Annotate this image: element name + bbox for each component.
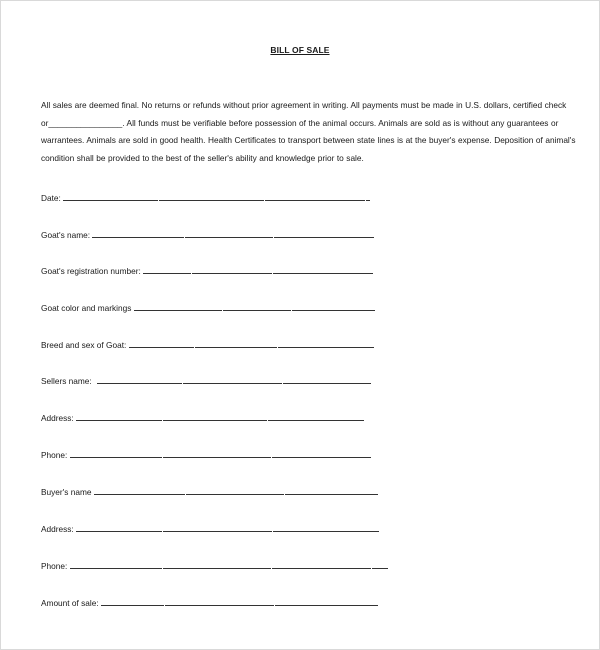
- seller-phone-label: Phone:: [41, 450, 68, 460]
- buyer-phone-field: [41, 561, 389, 571]
- buyer-address-label: Address:: [41, 524, 74, 534]
- buyer-address-field: [41, 524, 380, 534]
- document-title: BILL OF SALE: [270, 45, 330, 55]
- buyers-name-field: [41, 487, 379, 497]
- amount-of-sale-field: [41, 598, 379, 608]
- amount-of-sale-label: Amount of sale:: [41, 598, 99, 608]
- seller-address-label: Address:: [41, 413, 74, 423]
- terms-line-2: or________________. All funds must be verifiable before possession of the animal occurs. Animals are sold as is without any guarantees or: [41, 117, 559, 128]
- date-label: Date:: [41, 193, 61, 203]
- goat-registration-label: Goat's registration number:: [41, 266, 141, 276]
- seller-phone-blank[interactable]: [70, 450, 372, 460]
- goat-registration-field: [41, 266, 374, 276]
- buyers-name-blank[interactable]: [94, 487, 379, 497]
- sellers-name-field: [41, 376, 372, 386]
- goat-color-blank[interactable]: [134, 303, 376, 313]
- goat-registration-blank[interactable]: [143, 266, 374, 276]
- goat-color-label: Goat color and markings: [41, 303, 132, 313]
- goat-name-field: [41, 230, 375, 240]
- seller-address-field: [41, 413, 365, 423]
- terms-line-3: warrantees. Animals are sold in good health. Health Certificates to transport between state lines is at the buyer's expense. Deposition of animal's: [41, 135, 576, 145]
- breed-sex-label: Breed and sex of Goat:: [41, 340, 127, 350]
- sellers-name-label: Sellers name:: [41, 376, 92, 386]
- seller-phone-field: [41, 450, 372, 460]
- buyers-name-label: Buyer's name: [41, 487, 92, 497]
- goat-color-field: [41, 303, 376, 313]
- date-field: [41, 193, 371, 203]
- goat-name-blank[interactable]: [92, 230, 375, 240]
- amount-of-sale-blank[interactable]: [101, 598, 379, 608]
- buyer-phone-blank[interactable]: [70, 561, 389, 571]
- goat-name-label: Goat's name:: [41, 230, 91, 240]
- breed-sex-field: [41, 340, 375, 350]
- date-blank[interactable]: [63, 193, 371, 203]
- buyer-phone-label: Phone:: [41, 561, 68, 571]
- terms-line-4: condition shall be provided to the best of the seller's ability and knowledge prior to sale.: [41, 152, 364, 163]
- sellers-name-blank[interactable]: [97, 376, 372, 386]
- seller-address-blank[interactable]: [76, 413, 365, 423]
- terms-line-1: All sales are deemed final. No returns or refunds without prior agreement in writing. All payments must be made in U.S. dollars, certified check: [41, 100, 567, 110]
- terms-paragraph: [41, 97, 581, 167]
- breed-sex-blank[interactable]: [129, 340, 375, 350]
- buyer-address-blank[interactable]: [76, 524, 380, 534]
